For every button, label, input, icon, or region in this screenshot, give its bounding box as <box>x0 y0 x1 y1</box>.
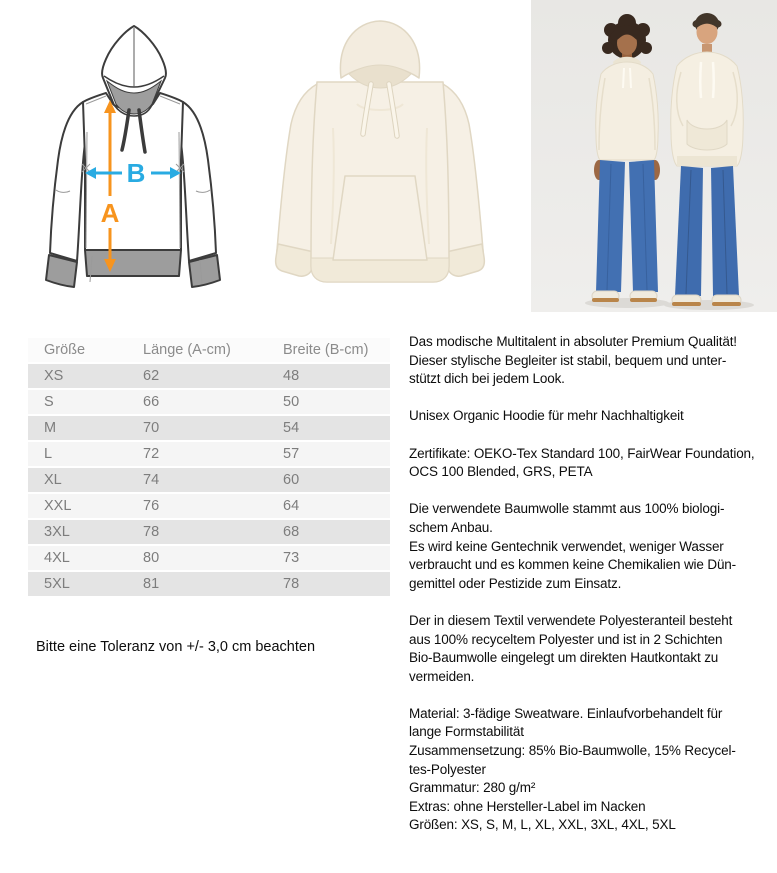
models-photo <box>531 0 777 312</box>
cream-hoodie-front <box>253 8 508 308</box>
length-cell: 81 <box>143 572 283 596</box>
width-cell: 60 <box>283 468 390 492</box>
size-table-row <box>28 390 390 414</box>
length-cell: 74 <box>143 468 283 492</box>
size-cell: M <box>28 416 143 440</box>
size-cell: 3XL <box>28 520 143 544</box>
length-cell: 76 <box>143 494 283 518</box>
length-cell: 66 <box>143 390 283 414</box>
description-paragraph: Material: 3-fädige Sweatware. Einlaufvorbehandelt für lange Formstabilität Zusammensetzung: 85% Bio-Baumwolle, 15% Recycel- tes-Polyester Grammatur: 280 g/m² Extras: ohne Hersteller-Label im Nacken Größen: XS, S, M, L, XL, XXL, 3XL, 4XL, 5XL <box>409 705 736 833</box>
description-paragraph: Die verwendete Baumwolle stammt aus 100% biologi- schem Anbau. Es wird keine Gentechnik verwendet, weniger Wasser verbraucht und es kommen keine Chemikalien wie Dün- gemittel oder Pestizide zum Einsatz. <box>409 501 737 591</box>
width-cell: 57 <box>283 442 390 466</box>
size-table-row <box>28 364 390 388</box>
size-table-row <box>28 520 390 544</box>
width-cell: 54 <box>283 416 390 440</box>
product-description <box>409 333 777 835</box>
size-cell: XL <box>28 468 143 492</box>
size-cell: XS <box>28 364 143 388</box>
column-header-width: Breite (B-cm) <box>283 338 390 362</box>
description-paragraph: Unisex Organic Hoodie für mehr Nachhaltigkeit <box>409 408 684 424</box>
size-cell: S <box>28 390 143 414</box>
size-cell: XXL <box>28 494 143 518</box>
kangaroo-pocket <box>333 176 427 260</box>
size-table-row <box>28 572 390 596</box>
label-b: B <box>126 158 146 188</box>
size-table-row <box>28 416 390 440</box>
size-table-row <box>28 442 390 466</box>
size-table-row <box>28 546 390 570</box>
description-paragraph: Zertifikate: OEKO-Tex Standard 100, FairWear Foundation, OCS 100 Blended, GRS, PETA <box>409 445 755 480</box>
length-cell: 70 <box>143 416 283 440</box>
column-header-length: Länge (A-cm) <box>143 338 283 362</box>
label-a: A <box>100 198 120 228</box>
size-table-row <box>28 494 390 518</box>
width-cell: 68 <box>283 520 390 544</box>
column-header-size: Größe <box>28 338 143 362</box>
two-models-wearing-hoodies <box>531 0 777 312</box>
length-cell: 80 <box>143 546 283 570</box>
description-paragraph: Der in diesem Textil verwendete Polyesteranteil besteht aus 100% recyceltem Polyester und ist in 2 Schichten Bio-Baumwolle eingelegt um direkten Hautkontakt zu vermeiden. <box>409 612 733 684</box>
sleeve-left <box>50 102 88 261</box>
hoodie-measurement-drawing <box>30 10 250 300</box>
hem-band <box>311 258 449 282</box>
description-paragraph: Das modische Multitalent in absoluter Premium Qualität! Dieser stylische Begleiter ist stabil, bequem und unter- stützt dich bei jedem Look. <box>409 334 737 387</box>
size-table <box>28 336 390 598</box>
width-cell: 78 <box>283 572 390 596</box>
size-table-row <box>28 468 390 492</box>
width-cell: 73 <box>283 546 390 570</box>
size-table-header-row <box>28 338 390 362</box>
width-cell: 50 <box>283 390 390 414</box>
product-photo <box>253 8 508 308</box>
length-cell: 72 <box>143 442 283 466</box>
size-diagram-image <box>30 10 250 300</box>
size-cell: 4XL <box>28 546 143 570</box>
hem-band <box>85 250 181 276</box>
woman-hoodie <box>596 62 659 160</box>
length-cell: 78 <box>143 520 283 544</box>
tolerance-note: Bitte eine Toleranz von +/- 3,0 cm beachten <box>36 638 316 655</box>
width-cell: 64 <box>283 494 390 518</box>
size-cell: L <box>28 442 143 466</box>
sleeve-right <box>178 102 216 261</box>
length-cell: 62 <box>143 364 283 388</box>
width-cell: 48 <box>283 364 390 388</box>
size-cell: 5XL <box>28 572 143 596</box>
